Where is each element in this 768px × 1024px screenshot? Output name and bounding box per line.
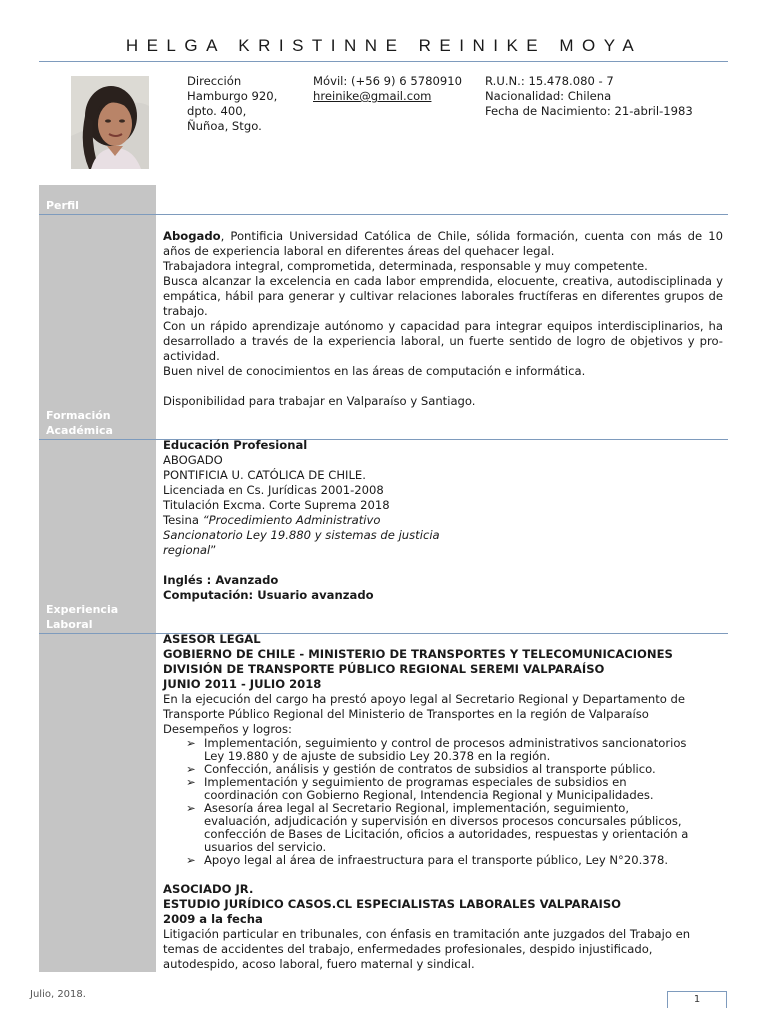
arrow-bullet-icon: ➢ xyxy=(186,801,196,815)
achievements-heading: Desempeños y logros: xyxy=(163,722,292,736)
list-item: ➢ Implementación y seguimiento de programas especiales de subsidios en coordinación con Gobierno Regional, Intendencia Regional y Municipalidades. xyxy=(186,775,654,802)
section-label-perfil: Perfil xyxy=(46,199,79,212)
nationality: Nacionalidad: Chilena xyxy=(485,89,612,103)
job-org: GOBIERNO DE CHILE - MINISTERIO DE TRANSPORTES Y TELECOMUNICACIONES xyxy=(163,647,673,661)
footer-date: Julio, 2018. xyxy=(30,989,86,1000)
tesis-title: regional xyxy=(163,543,211,557)
formacion-line: Licenciada en Cs. Jurídicas 2001-2008 xyxy=(163,483,384,497)
address-line: Hamburgo 920, xyxy=(187,89,278,103)
job-org: DIVISIÓN DE TRANSPORTE PÚBLICO REGIONAL SEREMI VALPARAÍSO xyxy=(163,662,605,676)
address-block xyxy=(187,74,277,134)
arrow-bullet-icon: ➢ xyxy=(186,762,196,776)
list-item: ➢ Apoyo legal al área de infraestructura para el transporte público, Ley N°20.378. xyxy=(186,853,669,867)
list-item: ➢ Confección, análisis y gestión de contratos de subsidios al transporte público. xyxy=(186,762,656,776)
computacion: Computación: Usuario avanzado xyxy=(163,588,374,602)
formacion-section xyxy=(163,438,723,603)
perfil-text: Disponibilidad para trabajar en Valparaíso y Santiago. xyxy=(163,394,476,408)
perfil-text: , Pontificia Universidad Católica de Chile, sólida formación, cuenta con más de 10 años de experiencia laboral en diferentes áreas del quehacer legal. xyxy=(163,229,723,258)
ingles-value: : Avanzado xyxy=(202,573,279,587)
address-line: dpto. 400, xyxy=(187,104,247,118)
formacion-heading: Educación Profesional xyxy=(163,438,308,452)
tesis-title: Sancionatorio Ley 19.880 y sistemas de justicia xyxy=(163,528,440,542)
job-description: En la ejecución del cargo ha prestó apoyo legal al Secretario Regional y Departamento de Transporte Público Regional del Ministerio de Transportes en la región de Valparaíso xyxy=(163,692,686,721)
formacion-line: PONTIFICIA U. CATÓLICA DE CHILE. xyxy=(163,468,366,482)
job-org: ESTUDIO JURÍDICO CASOS.CL ESPECIALISTAS LABORALES VALPARAISO xyxy=(163,897,622,911)
list-item: ➢ Asesoría área legal al Secretario Regional, implementación, seguimiento, evaluación, adjudicación y supervisión en diversos procesos concursales públicos, confección de Bases de Licitación, oficios a autoridades, respuestas y orientación a usuarios del servicio. xyxy=(186,801,689,854)
perfil-text: Con un rápido aprendizaje autónomo y capacidad para integrar equipos interdisciplinarios, ha desarrollado a través de la experiencia laboral, un fuerte sentido de logro de objetivos y pro-actividad. xyxy=(163,319,723,363)
job-dates: 2009 a la fecha xyxy=(163,912,263,926)
perfil-text: Trabajadora integral, comprometida, determinada, responsable y muy competente. xyxy=(163,259,648,273)
address-label: Dirección xyxy=(187,74,242,88)
job-description: Litigación particular en tribunales, con énfasis en tramitación ante juzgados del Trabajo en temas de accidentes del trabajo, enfermedades profesionales, despido injustificado, autodespido, acoso laboral, fuero maternal y sindical. xyxy=(163,927,691,971)
arrow-bullet-icon: ➢ xyxy=(186,853,196,867)
section-rule xyxy=(39,214,728,215)
tesis-title: “Procedimiento Administrativo xyxy=(202,513,381,527)
perfil-section xyxy=(163,229,723,409)
arrow-bullet-icon: ➢ xyxy=(186,736,196,750)
profile-photo xyxy=(71,76,149,169)
run-number: R.U.N.: 15.478.080 - 7 xyxy=(485,74,614,88)
arrow-bullet-icon: ➢ xyxy=(186,775,196,789)
job-dates: JUNIO 2011 - JULIO 2018 xyxy=(163,677,322,691)
email-link[interactable]: hreinike@gmail.com xyxy=(313,89,432,103)
tesis-prefix: Tesina xyxy=(163,513,203,527)
experiencia-section xyxy=(163,632,723,972)
ingles-label: Inglés xyxy=(163,573,203,587)
perfil-text: Busca alcanzar la excelencia en cada labor emprendida, elocuente, creativa, autodisciplinada y empática, hábil para generar y cultivar relaciones laborales fructíferas en diferentes grupos de trabajo. xyxy=(163,274,723,318)
formacion-line: ABOGADO xyxy=(163,453,223,467)
section-label-experiencia: Experiencia Laboral xyxy=(46,603,119,631)
formacion-line: Titulación Excma. Corte Suprema 2018 xyxy=(163,498,390,512)
contact-block xyxy=(313,74,462,104)
perfil-text: Buen nivel de conocimientos en las áreas de computación e informática. xyxy=(163,364,586,378)
job-title: ASESOR LEGAL xyxy=(163,632,261,646)
section-sidebar xyxy=(39,185,156,972)
personal-block xyxy=(485,74,693,119)
perfil-title: Abogado xyxy=(163,229,221,243)
job-title: ASOCIADO JR. xyxy=(163,882,254,896)
address-line: Ñuñoa, Stgo. xyxy=(187,119,262,133)
cv-name: HELGA KRISTINNE REINIKE MOYA xyxy=(125,36,643,55)
list-item: ➢ Implementación, seguimiento y control de procesos administrativos sancionatorios Ley 19.880 y de ajuste de subsidio Ley 20.378 en la región. xyxy=(186,736,687,763)
page-number: 1 xyxy=(667,991,727,1008)
section-label-formacion: Formación Académica xyxy=(46,409,113,437)
birth-date: Fecha de Nacimiento: 21-abril-1983 xyxy=(485,104,693,118)
achievements-list xyxy=(163,737,723,867)
header-rule xyxy=(39,61,728,62)
mobile-phone: Móvil: (+56 9) 6 5780910 xyxy=(313,74,462,88)
tesis-close: ” xyxy=(210,543,217,557)
